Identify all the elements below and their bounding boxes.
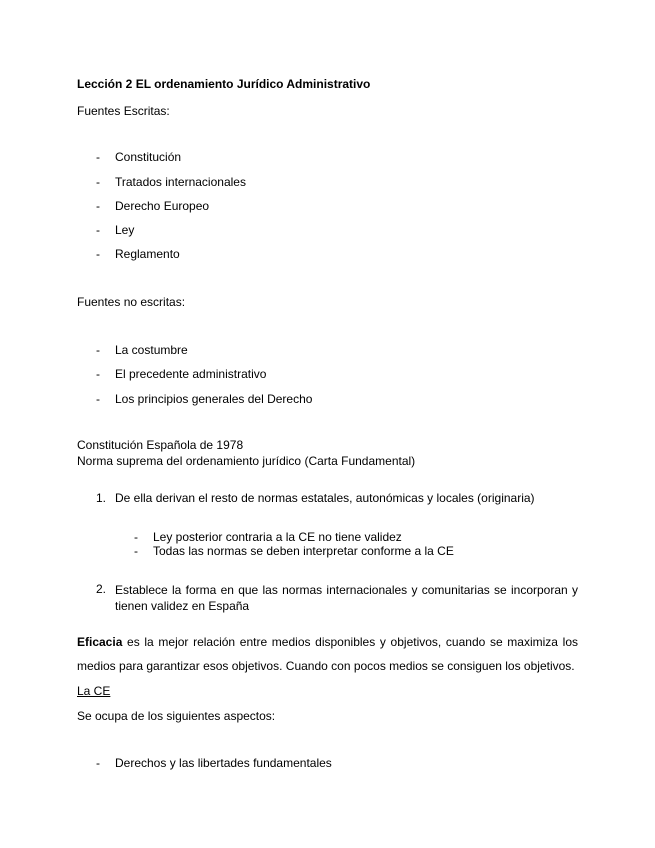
item-text: Establece la forma en que las normas internacionales y comunitarias se incorporan y tienen validez en España xyxy=(115,583,578,613)
eficacia-definition: es la mejor relación entre medios disponibles y objetivos, cuando se maximiza los medios para garantizar esos objetivos. Cuando con pocos medios se consiguen los objetivos. xyxy=(77,635,578,673)
fuentes-escritas-heading: Fuentes Escritas: xyxy=(77,104,170,118)
eficacia-term: Eficacia xyxy=(77,635,123,649)
la-ce-heading: La CE xyxy=(77,684,111,698)
list-marker: - xyxy=(96,756,100,770)
ce-subtitle: Norma suprema del ordenamiento jurídico (Carta Fundamental) xyxy=(77,454,416,468)
item-number: 1. xyxy=(96,491,107,505)
ce-title: Constitución Española de 1978 xyxy=(77,438,244,452)
numbered-item xyxy=(0,582,655,618)
list-marker: - xyxy=(96,367,100,381)
item-text: De ella derivan el resto de normas estatales, autonómicas y locales (originaria) xyxy=(115,491,535,505)
fuentes-no-escritas-heading: Fuentes no escritas: xyxy=(77,295,186,309)
item-number: 2. xyxy=(96,582,107,596)
list-marker: - xyxy=(96,223,100,237)
eficacia-paragraph xyxy=(77,630,578,678)
aspectos-intro: Se ocupa de los siguientes aspectos: xyxy=(77,709,276,723)
list-marker: - xyxy=(96,247,100,261)
document-title: Lección 2 EL ordenamiento Jurídico Administrativo xyxy=(77,77,371,91)
list-marker: - xyxy=(96,343,100,357)
list-marker: - xyxy=(96,175,100,189)
list-marker: - xyxy=(96,392,100,406)
list-marker: - xyxy=(96,150,100,164)
list-marker: - xyxy=(96,199,100,213)
list-marker: - xyxy=(134,530,138,544)
list-marker: - xyxy=(134,544,138,558)
